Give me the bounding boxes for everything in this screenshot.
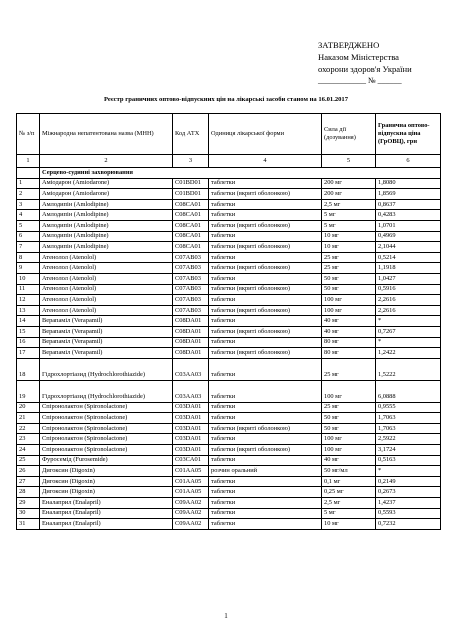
price-value: 6,0888 (376, 380, 441, 402)
dosage-form: таблетки (209, 273, 322, 284)
table-row (17, 337, 441, 348)
strength: 0,1 мг (322, 476, 376, 487)
price-value: 0,9555 (376, 402, 441, 413)
atc-code: C01AA05 (173, 476, 209, 487)
table-row (17, 487, 441, 498)
approval-stamp (318, 39, 446, 87)
column-number: 4 (209, 155, 322, 168)
table-row (17, 273, 441, 284)
price-value: 1,7063 (376, 423, 441, 434)
inn-name: Амлодипін (Amlodipine) (40, 231, 173, 242)
price-value: 1,7063 (376, 413, 441, 424)
dosage-form: таблетки (209, 210, 322, 221)
atc-code: C07AB03 (173, 252, 209, 263)
row-number: 14 (17, 316, 40, 327)
table-row (17, 498, 441, 509)
price-value: 0,7267 (376, 326, 441, 337)
row-number: 8 (17, 252, 40, 263)
atc-code: C08CA01 (173, 199, 209, 210)
strength: 25 мг (322, 358, 376, 380)
strength: 50 мг (322, 273, 376, 284)
price-value: * (376, 466, 441, 477)
header-inn: Міжнародна непатентована назва (МНН) (40, 114, 173, 155)
row-number: 5 (17, 220, 40, 231)
price-value: 2,1044 (376, 242, 441, 253)
strength: 10 мг (322, 242, 376, 253)
table-row (17, 455, 441, 466)
atc-code: C07AB03 (173, 284, 209, 295)
strength: 25 мг (322, 252, 376, 263)
dosage-form: таблетки (вкриті оболонкою) (209, 326, 322, 337)
atc-code: C08DA01 (173, 348, 209, 359)
row-number: 25 (17, 455, 40, 466)
table-row (17, 295, 441, 306)
strength: 2,5 мг (322, 199, 376, 210)
dosage-form: таблетки (вкриті оболонкою) (209, 348, 322, 359)
table-row (17, 178, 441, 189)
table-row (17, 402, 441, 413)
table-row (17, 348, 441, 359)
strength: 50 мг (322, 284, 376, 295)
inn-name: Атенолол (Atenolol) (40, 284, 173, 295)
strength: 100 мг (322, 305, 376, 316)
row-number: 7 (17, 242, 40, 253)
row-number: 23 (17, 434, 40, 445)
price-value: * (376, 337, 441, 348)
row-number: 3 (17, 199, 40, 210)
section-cell-empty (17, 168, 40, 179)
header-num: № з/п (17, 114, 40, 155)
dosage-form: таблетки (209, 316, 322, 327)
header-strength: Сила дії (дозування) (322, 114, 376, 155)
dosage-form: таблетки (209, 358, 322, 380)
strength: 5 мг (322, 210, 376, 221)
row-number: 17 (17, 348, 40, 359)
price-value: 1,8080 (376, 178, 441, 189)
column-number-row (17, 155, 441, 168)
dosage-form: таблетки (209, 402, 322, 413)
dosage-form: таблетки (209, 476, 322, 487)
atc-code: C03CA01 (173, 455, 209, 466)
approval-ministry-line: Наказом Міністерства (318, 52, 399, 62)
strength: 5 мг (322, 220, 376, 231)
header-price: Гранична оптово-відпускна ціна (ГрОВЦ), грн (376, 114, 441, 155)
dosage-form: таблетки (вкриті оболонкою) (209, 189, 322, 200)
dosage-form: таблетки (вкриті оболонкою) (209, 220, 322, 231)
atc-code: C01BD01 (173, 178, 209, 189)
table-row (17, 434, 441, 445)
atc-code: C09AA02 (173, 508, 209, 519)
inn-name: Атенолол (Atenolol) (40, 305, 173, 316)
row-number: 22 (17, 423, 40, 434)
inn-name: Спіронолактон (Spironolactone) (40, 434, 173, 445)
inn-name: Атенолол (Atenolol) (40, 263, 173, 274)
table-row (17, 380, 441, 402)
table-row (17, 199, 441, 210)
strength: 80 мг (322, 348, 376, 359)
atc-code: C08CA01 (173, 210, 209, 221)
section-row (17, 168, 441, 179)
row-number: 28 (17, 487, 40, 498)
table-row (17, 242, 441, 253)
price-value: 0,7232 (376, 519, 441, 530)
row-number: 20 (17, 402, 40, 413)
table-row (17, 358, 441, 380)
column-number: 1 (17, 155, 40, 168)
dosage-form: таблетки (209, 337, 322, 348)
row-number: 15 (17, 326, 40, 337)
price-value: 1,5222 (376, 358, 441, 380)
dosage-form: таблетки (вкриті оболонкою) (209, 263, 322, 274)
row-number: 21 (17, 413, 40, 424)
row-number: 26 (17, 466, 40, 477)
table-row (17, 466, 441, 477)
dosage-form: таблетки (209, 434, 322, 445)
row-number: 13 (17, 305, 40, 316)
dosage-form: таблетки (209, 455, 322, 466)
table-row (17, 305, 441, 316)
dosage-form: таблетки (вкриті оболонкою) (209, 284, 322, 295)
inn-name: Дигоксин (Digoxin) (40, 466, 173, 477)
price-value: 1,4237 (376, 498, 441, 509)
strength: 100 мг (322, 295, 376, 306)
inn-name: Верапаміл (Verapamil) (40, 337, 173, 348)
price-value: 3,1724 (376, 445, 441, 456)
atc-code: C03DA01 (173, 402, 209, 413)
atc-code: C01BD01 (173, 189, 209, 200)
inn-name: Амлодипін (Amlodipine) (40, 220, 173, 231)
column-number: 2 (40, 155, 173, 168)
inn-name: Дигоксин (Digoxin) (40, 487, 173, 498)
atc-code: C03AA03 (173, 358, 209, 380)
price-value: 0,4283 (376, 210, 441, 221)
inn-name: Еналаприл (Enalapril) (40, 508, 173, 519)
strength: 10 мг (322, 519, 376, 530)
column-number: 6 (376, 155, 441, 168)
header-atc: Код АТХ (173, 114, 209, 155)
row-number: 19 (17, 380, 40, 402)
row-number: 27 (17, 476, 40, 487)
atc-code: C09AA02 (173, 519, 209, 530)
price-value: 2,2616 (376, 295, 441, 306)
strength: 100 мг (322, 434, 376, 445)
strength: 2,5 мг (322, 498, 376, 509)
row-number: 24 (17, 445, 40, 456)
price-value: 2,5922 (376, 434, 441, 445)
row-number: 6 (17, 231, 40, 242)
price-value: 0,2673 (376, 487, 441, 498)
atc-code: C03AA03 (173, 380, 209, 402)
strength: 50 мг/мл (322, 466, 376, 477)
atc-code: C07AB03 (173, 295, 209, 306)
column-number: 5 (322, 155, 376, 168)
price-value: 2,2616 (376, 305, 441, 316)
strength: 100 мг (322, 445, 376, 456)
table-body (17, 168, 441, 530)
inn-name: Аміодарон (Amiodarone) (40, 178, 173, 189)
price-value: 1,1918 (376, 263, 441, 274)
dosage-form: таблетки (209, 231, 322, 242)
dosage-form: таблетки (209, 508, 322, 519)
atc-code: C03DA01 (173, 445, 209, 456)
table-row (17, 316, 441, 327)
table-row (17, 423, 441, 434)
row-number: 12 (17, 295, 40, 306)
approval-title: ЗАТВЕРДЖЕНО (318, 40, 380, 50)
inn-name: Гідрохлортіазид (Hydrochlorothiazide) (40, 380, 173, 402)
inn-name: Верапаміл (Verapamil) (40, 348, 173, 359)
price-registry-table (16, 113, 441, 530)
price-value: 1,0701 (376, 220, 441, 231)
table-row (17, 220, 441, 231)
table-row (17, 445, 441, 456)
atc-code: C01AA05 (173, 466, 209, 477)
price-value: 0,2149 (376, 476, 441, 487)
table-row (17, 231, 441, 242)
strength: 50 мг (322, 413, 376, 424)
strength: 40 мг (322, 455, 376, 466)
inn-name: Амлодипін (Amlodipine) (40, 199, 173, 210)
atc-code: C09AA02 (173, 498, 209, 509)
dosage-form: таблетки (вкриті оболонкою) (209, 305, 322, 316)
inn-name: Атенолол (Atenolol) (40, 295, 173, 306)
row-number: 11 (17, 284, 40, 295)
table-row (17, 326, 441, 337)
row-number: 4 (17, 210, 40, 221)
approval-order-line: ____________ № ______ (318, 76, 402, 85)
inn-name: Еналаприл (Enalapril) (40, 519, 173, 530)
dosage-form: таблетки (209, 252, 322, 263)
strength: 40 мг (322, 316, 376, 327)
row-number: 9 (17, 263, 40, 274)
page-number: 1 (224, 612, 228, 620)
strength: 0,25 мг (322, 487, 376, 498)
inn-name: Спіронолактон (Spironolactone) (40, 413, 173, 424)
atc-code: C03DA01 (173, 423, 209, 434)
strength: 200 мг (322, 189, 376, 200)
document-title: Реєстр граничних оптово-відпускних цін на лікарські засоби станом на 16.01.2017 (103, 96, 349, 103)
atc-code: C08CA01 (173, 242, 209, 253)
dosage-form: таблетки (209, 178, 322, 189)
strength: 100 мг (322, 380, 376, 402)
strength: 5 мг (322, 508, 376, 519)
table-row (17, 476, 441, 487)
row-number: 31 (17, 519, 40, 530)
inn-name: Спіронолактон (Spironolactone) (40, 402, 173, 413)
dosage-form: розчин оральний (209, 466, 322, 477)
table-row (17, 284, 441, 295)
table-row (17, 413, 441, 424)
dosage-form: таблетки (вкриті оболонкою) (209, 445, 322, 456)
column-number: 3 (173, 155, 209, 168)
dosage-form: таблетки (вкриті оболонкою) (209, 242, 322, 253)
price-value: 0,5163 (376, 455, 441, 466)
price-value: 0,5593 (376, 508, 441, 519)
table-row (17, 519, 441, 530)
atc-code: C07AB03 (173, 263, 209, 274)
row-number: 18 (17, 358, 40, 380)
inn-name: Спіронолактон (Spironolactone) (40, 445, 173, 456)
price-value: 1,8569 (376, 189, 441, 200)
atc-code: C08CA01 (173, 220, 209, 231)
table-row (17, 252, 441, 263)
dosage-form: таблетки (209, 199, 322, 210)
inn-name: Атенолол (Atenolol) (40, 252, 173, 263)
table-row (17, 210, 441, 221)
price-value: 1,0427 (376, 273, 441, 284)
price-value: 0,8637 (376, 199, 441, 210)
strength: 50 мг (322, 423, 376, 434)
atc-code: C03DA01 (173, 413, 209, 424)
inn-name: Аміодарон (Amiodarone) (40, 189, 173, 200)
approval-ministry-name: охорони здоров'я України (318, 64, 412, 74)
price-value: 0,5214 (376, 252, 441, 263)
price-value: 0,4969 (376, 231, 441, 242)
inn-name: Фуросемід (Furosemide) (40, 455, 173, 466)
section-title: Серцево-судинні захворювання (40, 168, 441, 179)
atc-code: C08DA01 (173, 326, 209, 337)
atc-code: C08CA01 (173, 231, 209, 242)
dosage-form: таблетки (вкриті оболонкою) (209, 423, 322, 434)
atc-code: C01AA05 (173, 487, 209, 498)
atc-code: C03DA01 (173, 434, 209, 445)
strength: 80 мг (322, 337, 376, 348)
inn-name: Спіронолактон (Spironolactone) (40, 423, 173, 434)
table-row (17, 263, 441, 274)
inn-name: Амлодипін (Amlodipine) (40, 210, 173, 221)
atc-code: C08DA01 (173, 316, 209, 327)
dosage-form: таблетки (209, 380, 322, 402)
strength: 40 мг (322, 326, 376, 337)
header-form: Одиниця лікарської форми (209, 114, 322, 155)
price-value: 0,5916 (376, 284, 441, 295)
row-number: 10 (17, 273, 40, 284)
row-number: 30 (17, 508, 40, 519)
strength: 200 мг (322, 178, 376, 189)
inn-name: Дигоксин (Digoxin) (40, 476, 173, 487)
price-value: * (376, 316, 441, 327)
dosage-form: таблетки (209, 295, 322, 306)
price-value: 1,2422 (376, 348, 441, 359)
row-number: 16 (17, 337, 40, 348)
atc-code: C07AB03 (173, 305, 209, 316)
strength: 10 мг (322, 231, 376, 242)
row-number: 2 (17, 189, 40, 200)
strength: 25 мг (322, 402, 376, 413)
inn-name: Амлодипін (Amlodipine) (40, 242, 173, 253)
row-number: 29 (17, 498, 40, 509)
table-row (17, 189, 441, 200)
inn-name: Верапаміл (Verapamil) (40, 326, 173, 337)
inn-name: Еналаприл (Enalapril) (40, 498, 173, 509)
atc-code: C07AB03 (173, 273, 209, 284)
inn-name: Атенолол (Atenolol) (40, 273, 173, 284)
inn-name: Гідрохлортіазид (Hydrochlorothiazide) (40, 358, 173, 380)
table-row (17, 508, 441, 519)
strength: 25 мг (322, 263, 376, 274)
dosage-form: таблетки (209, 413, 322, 424)
dosage-form: таблетки (209, 498, 322, 509)
atc-code: C08DA01 (173, 337, 209, 348)
inn-name: Верапаміл (Verapamil) (40, 316, 173, 327)
dosage-form: таблетки (209, 519, 322, 530)
row-number: 1 (17, 178, 40, 189)
table-header-row (17, 114, 441, 155)
dosage-form: таблетки (209, 487, 322, 498)
